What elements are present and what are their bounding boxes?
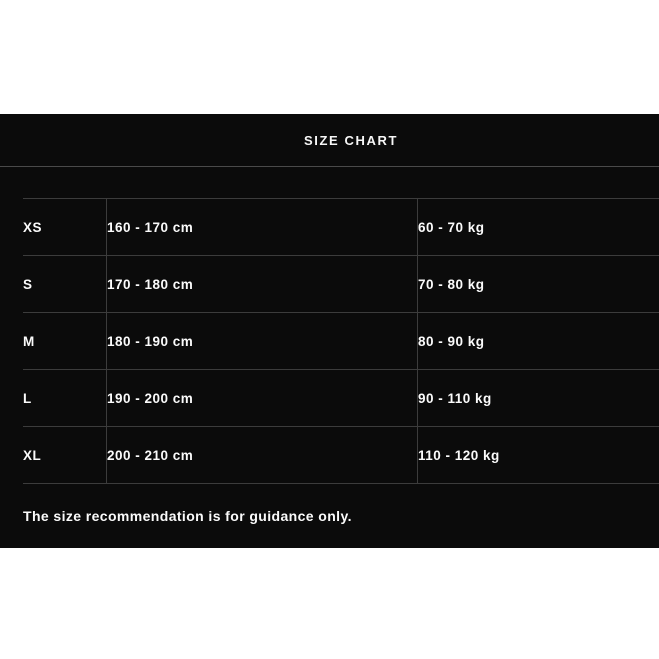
table-row: [23, 199, 659, 256]
guidance-note: The size recommendation is for guidance only.: [23, 508, 352, 524]
weight-cell: 90 - 110 kg: [418, 390, 492, 406]
weight-cell: 70 - 80 kg: [418, 276, 485, 292]
size-cell: L: [23, 370, 107, 427]
size-chart-table-container: [23, 198, 659, 484]
height-cell: 160 - 170 cm: [107, 199, 418, 256]
weight-cell: 110 - 120 kg: [418, 447, 500, 463]
table-row: [23, 370, 659, 427]
size-chart-panel: [0, 114, 659, 548]
weight-cell: 60 - 70 kg: [418, 219, 485, 235]
size-cell: XS: [23, 199, 107, 256]
table-row: [23, 427, 659, 484]
size-cell: M: [23, 313, 107, 370]
weight-cell: 80 - 90 kg: [418, 333, 485, 349]
size-chart-table: [23, 198, 659, 484]
size-cell: S: [23, 256, 107, 313]
height-cell: 170 - 180 cm: [107, 256, 418, 313]
size-cell: XL: [23, 427, 107, 484]
page-title: SIZE CHART: [304, 132, 398, 148]
height-cell: 180 - 190 cm: [107, 313, 418, 370]
table-row: [23, 313, 659, 370]
table-row: [23, 256, 659, 313]
size-chart-header: [0, 114, 659, 167]
height-cell: 190 - 200 cm: [107, 370, 418, 427]
height-cell: 200 - 210 cm: [107, 427, 418, 484]
